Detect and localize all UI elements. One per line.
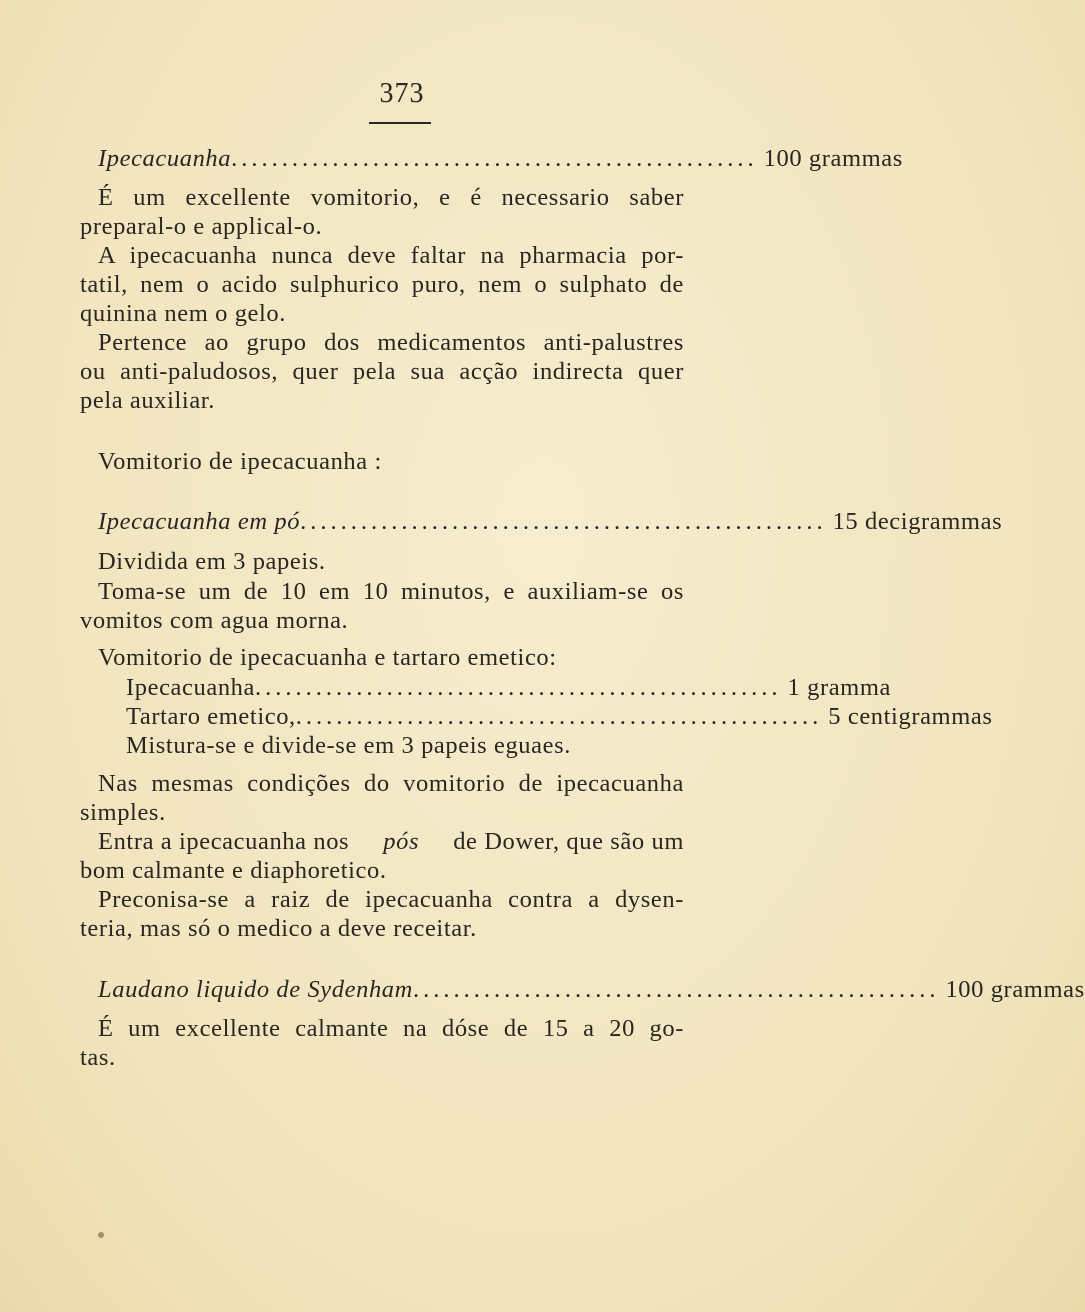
ingredient-quantity: 15 decigrammas [832,508,1003,535]
paragraph-line: É um excellente calmante na dóse de 15 a 20 go- [98,1015,684,1042]
text-run: Entra a ipecacuanha nos [98,828,350,855]
page-number: 373 [379,78,425,109]
leader-dots: .................................................... [295,703,823,730]
leader-dots: .................................................... [412,976,940,1003]
leader-dots: .................................................... [231,145,758,172]
paragraph-line: Pertence ao grupo dos medicamentos anti-palustres [98,329,684,356]
ingredient-line-ipecacuanha [98,145,903,172]
paragraph-line: bom calmante e diaphoretico. [80,857,387,884]
leader-dots: .................................................... [300,508,827,535]
paragraph-line: Preconisa-se a raiz de ipecacuanha contra a dysen- [98,886,684,913]
paragraph-line [98,830,684,855]
paragraph-line: quinina nem o gelo. [80,300,287,327]
ingredient-quantity: 100 grammas [945,976,1085,1003]
paragraph-line: pela auxiliar. [80,387,215,414]
recipe-line-tartaro [126,703,993,730]
ingredient-line-ipecacuanha-po [98,508,1003,535]
text-run-italic: pós [383,828,420,855]
ingredient-name: Tartaro emetico, [126,703,296,730]
ingredient-name: Ipecacuanha em pó [98,508,301,535]
ingredient-name: Ipecacuanha [98,145,232,172]
paragraph-line: preparal-o e applical-o. [80,213,323,240]
paragraph-line: vomitos com agua morna. [80,607,349,634]
paragraph-line: teria, mas só o medico a deve receitar. [80,915,477,942]
ingredient-quantity: 1 gramma [787,674,891,701]
ingredient-line-laudano [98,976,1085,1003]
paragraph-line: Dividida em 3 papeis. [98,548,326,575]
ingredient-quantity: 5 centigrammas [828,703,993,730]
paragraph-line: A ipecacuanha nunca deve faltar na pharmacia por- [98,242,684,269]
paragraph-line: É um excellente vomitorio, e é necessario saber [98,184,684,211]
ingredient-name: Laudano liquido de Sydenham [98,976,413,1003]
ink-spot [98,1232,104,1238]
paragraph-line: Nas mesmas condições do vomitorio de ipecacuanha [98,770,684,797]
page-number-rule [369,122,431,124]
paragraph-line: Mistura-se e divide-se em 3 papeis eguaes. [126,732,571,759]
paragraph-line: simples. [80,799,166,826]
text-run: de Dower, que são um [453,828,684,855]
paragraph-line: ou anti-paludosos, quer pela sua acção indirecta quer [80,358,684,385]
ingredient-name: Ipecacuanha [126,674,256,701]
paragraph-line: tas. [80,1044,116,1071]
recipe-line-ipecacuanha [126,674,891,701]
section-heading: Vomitorio de ipecacuanha : [98,448,382,475]
section-heading: Vomitorio de ipecacuanha e tartaro emetico: [98,644,557,671]
leader-dots: .................................................... [255,674,782,701]
ingredient-quantity: 100 grammas [763,145,903,172]
paragraph-line: tatil, nem o acido sulphurico puro, nem o sulphato de [80,271,684,298]
paragraph-line: Toma-se um de 10 em 10 minutos, e auxiliam-se os [98,578,684,605]
